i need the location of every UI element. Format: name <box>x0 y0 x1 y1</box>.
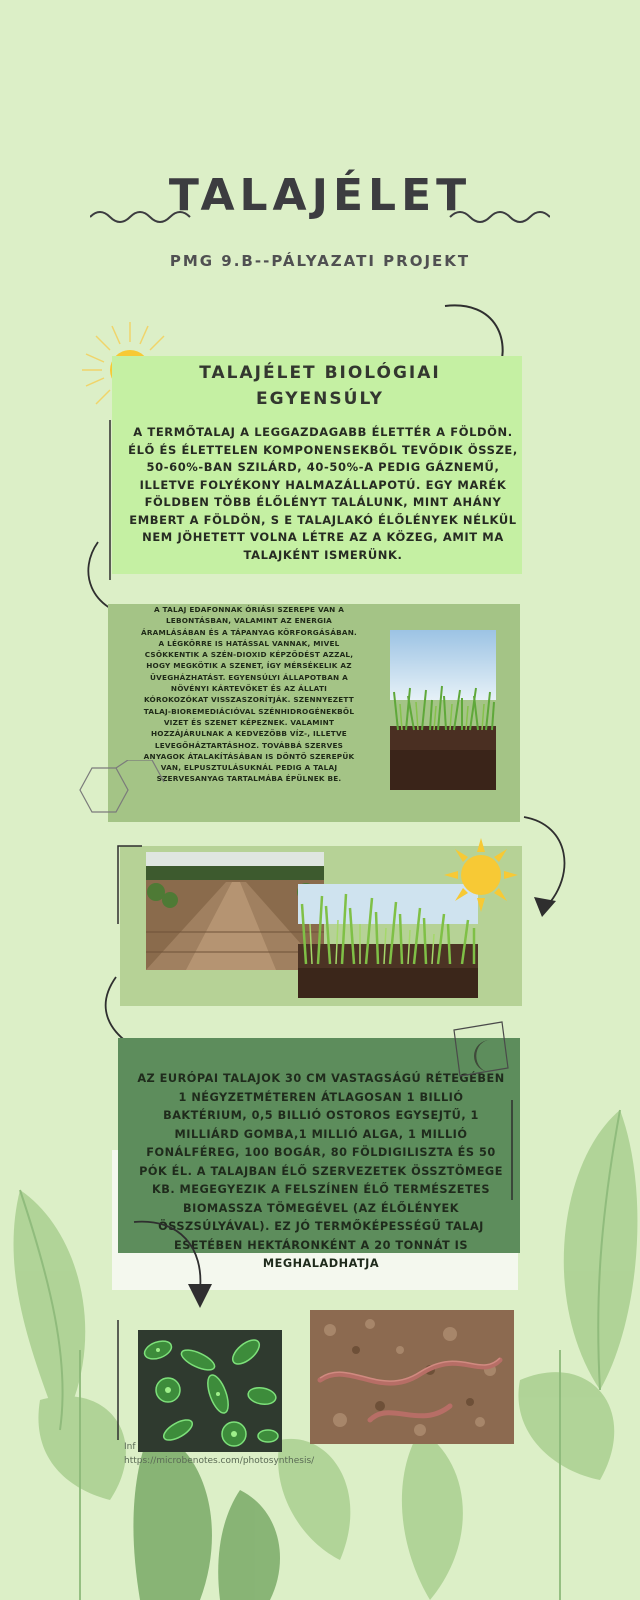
grass-sprouts-photo <box>390 630 496 790</box>
page-subtitle: PMG 9.B--PÁLYAZATI PROJEKT <box>169 252 471 270</box>
source-credit <box>124 1440 314 1468</box>
section-body-text: A TALAJ EDAFONNAK ÓRIÁSI SZEREPE VAN A LEBONTÁSBAN, VALAMINT AZ ENERGIA ÁRAMLÁSÁBAN ÉS A TÁPANYAG KÖRFORGÁSÁBAN. A LÉGKÖRRE IS HATÁSSAL VANNAK, MIVEL CSÖKKENTIK A SZÉN-DIOXID KÉPZŐDÉST AZZAL, HOGY MEGKÖTIK A SZENET, ÍGY MÉRSÉKELIK AZ ÜVEGHÁZHATÁST. EGYENSÚLYI ÁLLAPOTBAN A NÖVÉNYI KÁRTEVŐKET ÉS AZ ÁLLATI KÓROKOZÓKAT VISSZASZORÍTJÁK. SZENNYEZETT TALAJ-BIOREMEDIÁCIÓVAL SZÉNHIDROGÉNEKBŐL VIZET ÉS SZENET KÉPEZNEK. VALAMINT HOZZÁJÁRULNAK A KEDVEZŐBB VÍZ-, ILLETVE LEVEGŐHÁZTARTÁSHOZ. TOVÁBBÁ SZERVES ANYAGOK ÁTALAKÍTÁSÁBAN IS DÖNTŐ SZEREPÜK VAN, ELPUSZTULÁSUKNÁL PEDIG A TALAJ SZERVESANYAG TARTALMÁBA ÉPÜLNEK BE. <box>140 605 358 784</box>
curved-arrow-icon <box>130 1218 220 1318</box>
section-body-text: AZ EURÓPAI TALAJOK 30 CM VASTAGSÁGÚ RÉTEGÉBEN 1 NÉGYZETMÉTEREN ÁTLAGOSAN 1 BILLIÓ BAKTÉRIUM, 0,5 BILLIÓ OSTOROS EGYSEJTŰ, 1 MILLIÁRD GOMBA,1 MILLIÓ ALGA, 1 MILLIÓ FONÁLFÉREG, 100 BOGÁR, 80 FÖLDIGILISZTA ÉS 50 PÓK ÉL. A TALAJBAN ÉLŐ SZERVEZETEK ÖSSZTÖMEGE KB. MEGEGYEZIK A FELSZÍNEN ÉLŐ TERMÉSZETES BIOMASSZA TÖMEGÉVEL (AZ ÉLŐLÉNYEK ÖSSZSÚLYÁVAL). EZ JÓ TERMŐKÉPESSÉGŰ TALAJ ESETÉBEN HEKTÁRONKÉNT A 20 TONNÁT IS MEGHALADHATJA <box>137 1072 505 1270</box>
section-title: TALAJÉLET BIOLÓGIAI EGYENSÚLY <box>199 363 441 409</box>
curved-arrow-icon <box>520 815 580 925</box>
microorganisms-photo <box>138 1330 282 1452</box>
diamond-outline-decoration <box>446 1020 516 1080</box>
source-link[interactable]: https://microbenotes.com/photosynthesis/ <box>124 1456 315 1466</box>
card-frame-line <box>506 1100 520 1200</box>
source-label: Inf <box>124 1442 136 1452</box>
card-frame-line <box>114 844 144 924</box>
sun-icon <box>444 838 518 912</box>
hexagon-decoration <box>66 760 176 850</box>
title-wave-decoration <box>90 205 550 229</box>
page-title: TALAJÉLET <box>168 170 472 221</box>
section-body-text: A TERMŐTALAJ A LEGGAZDAGABB ÉLETTÉR A FÖLDÖN. ÉLŐ ÉS ÉLETTELEN KOMPONENSEKBŐL TEVŐDIK ÖSSZE, 50-60%-BAN SZILÁRD, 40-50%-A PEDIG GÁZNEMŰ, ILLETVE FOLYÉKONY HALMAZÁLLAPOTÚ. EGY MARÉK FÖLDBEN TÖBB ÉLŐLÉNYT TALÁLUNK, MINT AHÁNY EMBERT A FÖLDÖN, S E TALAJLAKÓ ÉLŐLÉNYEK NÉLKÜL NEM JÖHETETT VOLNA LÉTRE AZ A KÖZEG, AMIT MA TALAJKÉNT ISMERÜNK. <box>128 425 518 562</box>
earthworms-photo <box>310 1310 514 1444</box>
card-frame-line <box>114 1320 126 1440</box>
